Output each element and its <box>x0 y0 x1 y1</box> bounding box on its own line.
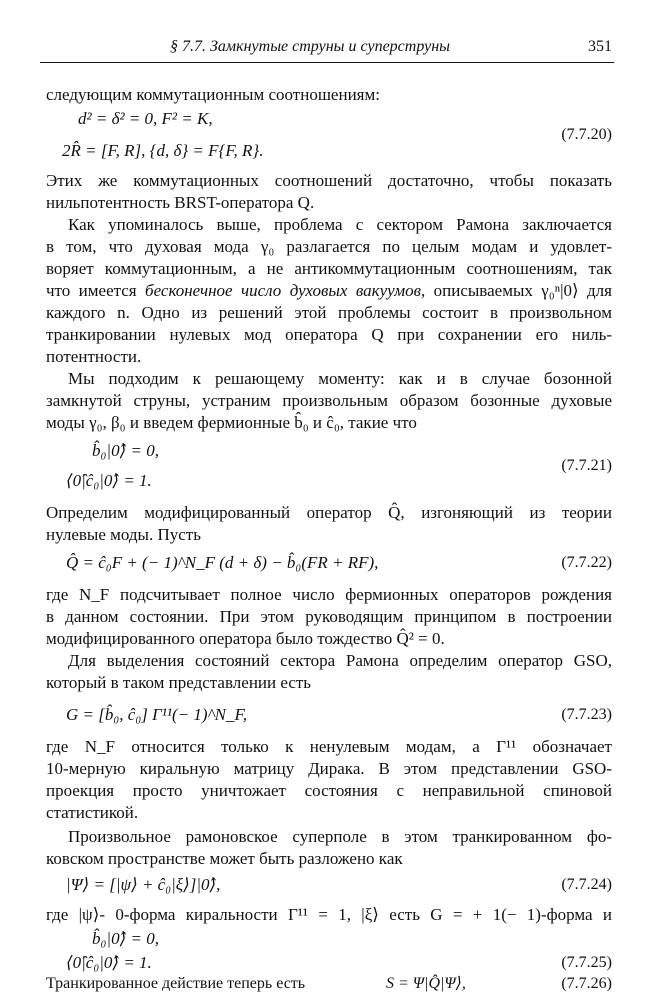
text-span: Транкированное действие теперь есть <box>46 975 306 992</box>
equation-7-7-22: Q̂ = ĉ₀F + (− 1)^N_F (d + δ) − b̂₀(FR + RF), <box>66 553 379 572</box>
text-span: что имеется <box>46 281 146 300</box>
emphasis-text: бесконечное число духовых вакуумов <box>145 281 421 300</box>
equation-number-7-7-24: (7.7.24) <box>561 876 612 893</box>
paragraph-first-line: Произвольное рамоновское суперполе в этом транкированном фо- <box>68 827 612 846</box>
text-line <box>46 974 612 994</box>
text-line: следующим коммутационным соотношениям: <box>46 85 380 104</box>
equation-7-7-25-line-1: b̂₀|0̂⟩ = 0, <box>92 929 159 948</box>
equation-7-7-20-line-1: d² = δ² = 0, F² = K, <box>78 109 213 128</box>
text-line: модифицированного оператора было тождество Q̂² = 0. <box>46 629 445 648</box>
text-line: нильпотентность BRST-оператора Q. <box>46 193 315 212</box>
equation-7-7-21-line-2: ⟨0̂|ĉ₀|0̂⟩ = 1. <box>66 471 152 490</box>
header-rule <box>40 62 614 63</box>
section-title: § 7.7. Замкнутые струны и суперструны <box>170 38 450 55</box>
text-line <box>46 280 612 302</box>
paragraph-first-line: Для выделения состояний сектора Рамона определим оператор GSO, <box>68 651 612 670</box>
text-line: нулевые моды. Пусть <box>46 525 201 544</box>
paragraph-first-line: Как упоминалось выше, проблема с сектором Рамона заключается <box>68 215 612 234</box>
text-line: замкнутой струны, устраним произвольным образом бозонные духовые <box>46 391 612 410</box>
text-line: в данном состоянии. При этом руководящим принципом в построении <box>46 607 612 626</box>
running-header <box>40 38 612 62</box>
equation-7-7-21-line-1: b̂₀|0̂⟩ = 0, <box>92 441 159 460</box>
text-line: каждого n. Одно из решений этой проблемы состоит в произвольном <box>46 303 612 322</box>
equation-number-7-7-20: (7.7.20) <box>561 126 612 143</box>
equation-7-7-23: G = [b̂₀, ĉ₀] Γ¹¹(− 1)^N_F, <box>66 705 247 724</box>
text-line: в том, что духовая мода γ₀ разлагается по целым модам и удовлет- <box>46 237 612 256</box>
equation-number-7-7-25: (7.7.25) <box>561 954 612 971</box>
equation-7-7-26: S = Ψ|Q̂|Ψ⟩, <box>386 975 466 992</box>
equation-number-7-7-22: (7.7.22) <box>561 554 612 571</box>
text-line: Определим модифицированный оператор Q̂, изгоняющий из теории <box>46 503 612 522</box>
text-line: где N_F подсчитывает полное число фермионных операторов рождения <box>46 585 612 604</box>
text-line: потентности. <box>46 347 142 366</box>
text-line: транкировании нулевых мод оператора Q при сохранении его ниль- <box>46 325 612 344</box>
text-span: , описываемых γ₀ⁿ|0⟩ для <box>420 281 612 300</box>
equation-number-7-7-23: (7.7.23) <box>561 706 612 723</box>
text-line: статистикой. <box>46 803 139 822</box>
paragraph-first-line: Мы подходим к решающему моменту: как и в случае бозонной <box>68 369 612 388</box>
text-line: который в таком представлении есть <box>46 673 312 692</box>
text-line: моды γ₀, β₀ и введем фермионные b̂₀ и ĉ₀, такие что <box>46 413 417 432</box>
text-line: 10-мерную киральную матрицу Дирака. В этом представлении GSO- <box>46 759 612 778</box>
equation-number-7-7-26: (7.7.26) <box>561 975 612 992</box>
page-number: 351 <box>588 38 612 55</box>
text-line: где N_F относится только к ненулевым модам, а Γ¹¹ обозначает <box>46 737 612 756</box>
text-line: проекция просто уничтожает состояния с неправильной спиновой <box>46 781 612 800</box>
equation-7-7-25-line-2: ⟨0̂|ĉ₀|0̂⟩ = 1. <box>66 953 152 972</box>
equation-number-7-7-21: (7.7.21) <box>561 457 612 474</box>
equation-7-7-20-line-2: 2R̂ = [F, R], {d, δ} = F{F, R}. <box>62 141 264 160</box>
text-line: где |ψ⟩- 0-форма киральности Γ¹¹ = 1, |ξ⟩ есть G = + 1(− 1)-форма и <box>46 905 612 924</box>
text-line: ковском пространстве может быть разложено как <box>46 849 403 868</box>
equation-7-7-24: |Ψ⟩ = [|ψ⟩ + ĉ₀|ξ⟩]|0̂⟩, <box>66 875 221 894</box>
text-line: Этих же коммутационных соотношений достаточно, чтобы показать <box>46 171 612 190</box>
text-line: воряет коммутационным, а не антикоммутационным соотношениям, так <box>46 259 612 278</box>
